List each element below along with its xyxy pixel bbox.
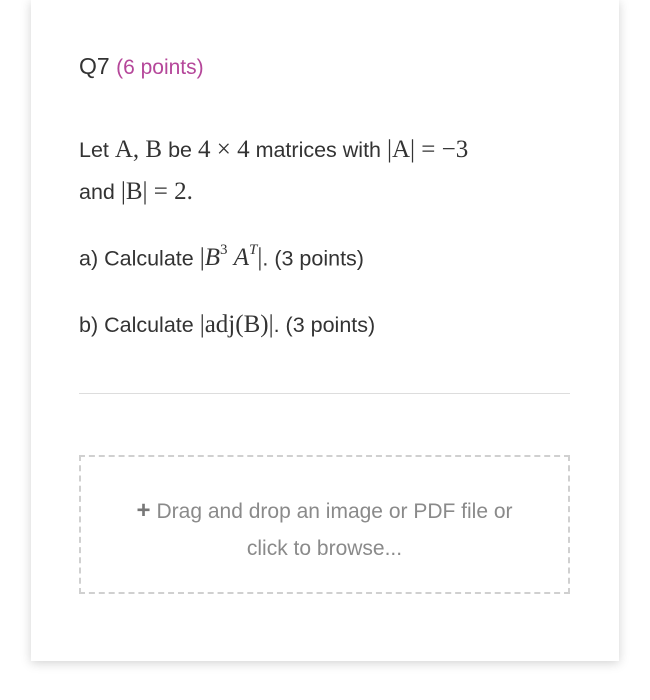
part-a-label: a) Calculate	[79, 246, 200, 271]
question-number: Q7	[79, 53, 110, 79]
prompt-text: and	[79, 180, 121, 204]
question-header	[79, 53, 204, 80]
prompt-line-1	[79, 136, 468, 164]
prompt-text: Let	[79, 138, 115, 162]
upload-instructions	[81, 492, 568, 567]
question-card	[31, 0, 619, 661]
math-det-a: |A| = −3	[386, 136, 469, 163]
math-part-a: $|B^3$ $A^T|$	[199, 242, 263, 272]
math-part-b: |adj(B)|	[199, 311, 274, 338]
math-matrices: A, B	[114, 136, 163, 163]
math-dimensions: 4 × 4	[197, 136, 250, 163]
prompt-line-2	[79, 178, 193, 206]
divider	[79, 393, 570, 394]
prompt-text: be	[162, 138, 198, 162]
part-b	[79, 311, 375, 339]
upload-text-line-2[interactable]: click to browse...	[246, 537, 403, 560]
prompt-text: matrices with	[249, 138, 387, 162]
part-b-label: b) Calculate	[79, 313, 200, 337]
question-points: (6 points)	[116, 56, 204, 79]
part-b-points: . (3 points)	[273, 313, 376, 337]
upload-text-line-1: Drag and drop an image or PDF file or	[156, 500, 513, 523]
part-a	[79, 244, 364, 272]
part-a-points: . (3 points)	[262, 246, 364, 271]
file-upload-dropzone[interactable]	[79, 455, 570, 594]
math-det-b: |B| = 2.	[120, 178, 193, 205]
plus-icon: +	[136, 497, 151, 524]
